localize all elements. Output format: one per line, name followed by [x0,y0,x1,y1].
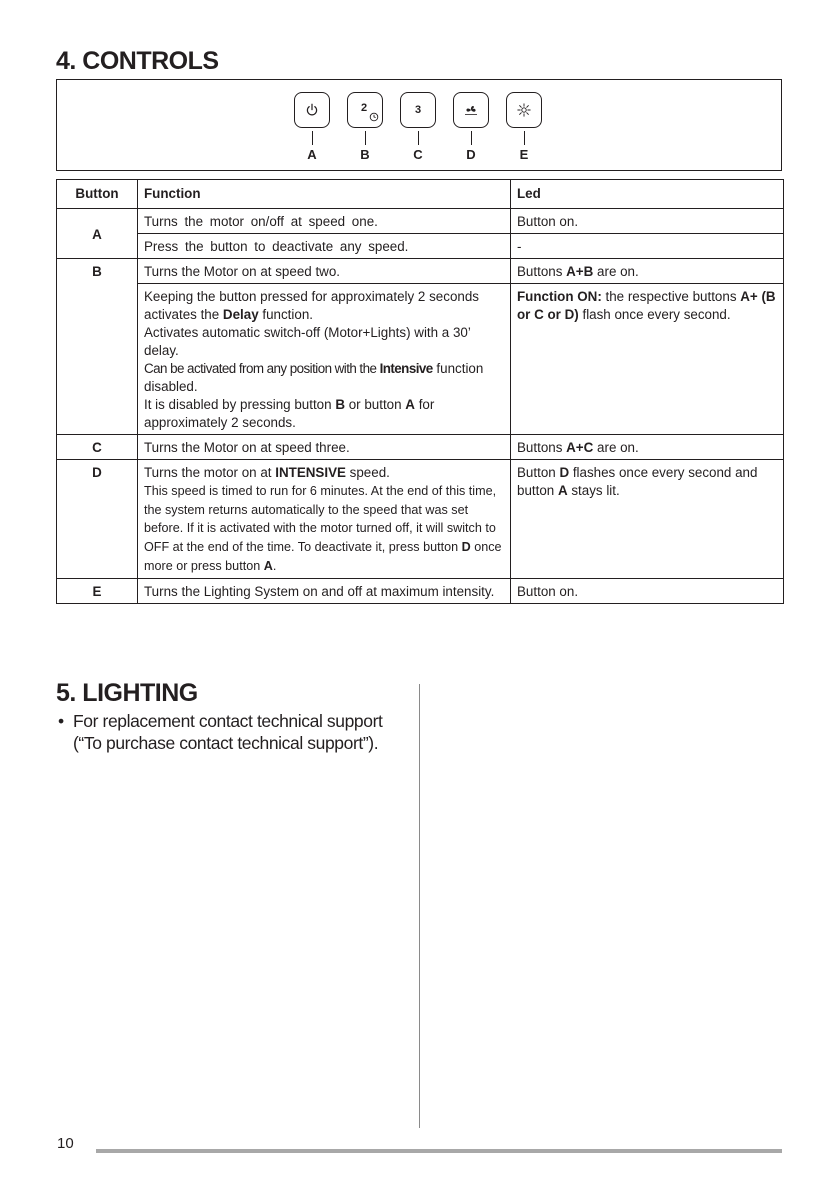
led-button-d: D [559,465,570,480]
row-led: Button on. [511,209,784,234]
callout-label-c: C [413,147,423,162]
footer-rule [96,1149,782,1153]
panel-button-e[interactable] [506,92,542,128]
callout-line-e [524,131,525,145]
row-function: Turns the Motor on at speed two. [138,259,511,284]
header-led: Led [511,180,784,209]
delay-line-4-mid: or button [344,397,406,412]
controls-section-title: 4. CONTROLS [56,47,219,75]
row-function: Press the button to deactivate any speed. [138,234,511,259]
table-row [57,460,784,579]
table-header-row [57,180,784,209]
intensive-line-1: Turns the motor on at [144,465,276,480]
callout-label-e: E [519,147,529,162]
panel-button-b[interactable] [347,92,383,128]
callout-line-c [418,131,419,145]
led-buttons: A+ (B or C or D) [517,289,776,322]
power-icon [305,103,319,117]
panel-control-b [347,92,383,172]
key-a: A [405,397,415,412]
delay-line-3-text: Can be activated from any position with the [144,361,380,376]
panel-button-c[interactable] [400,92,436,128]
table-row [57,209,784,234]
intensive-detail-end: . [272,558,277,573]
led-text: Button [517,465,560,480]
intensive-detail [144,484,502,573]
led-buttons: A+B [566,264,594,279]
panel-button-a[interactable] [294,92,330,128]
delay-line-3-end: function disabled. [144,361,484,394]
callout-label-a: A [307,147,317,162]
callout-label-d: D [466,147,476,162]
speed-three-label: 3 [414,104,422,116]
row-function [138,284,511,435]
callout-label-b: B [360,147,370,162]
callout-line-a [312,131,313,145]
light-icon [517,103,531,117]
row-led [511,435,784,460]
callout-line-b [365,131,366,145]
key-d: D [461,540,471,555]
panel-button-d[interactable] [453,92,489,128]
delay-line-4-end: for approximately 2 seconds. [144,397,435,430]
lighting-section-title: 5. LIGHTING [56,679,198,707]
panel-control-a [294,92,330,172]
delay-line-1: Keeping the button pressed for approximately 2 seconds activates the [144,289,479,322]
row-button-id: C [57,435,138,460]
page-number: 10 [57,1135,74,1152]
panel-control-c [400,92,436,172]
row-button-id: A [57,209,138,259]
delay-line-3 [144,361,433,376]
led-text: flashes once every second and button [517,465,758,498]
intensive-keyword: Intensive [379,361,433,376]
function-on-label: Function ON: [517,289,602,304]
row-function [138,460,511,579]
key-b: B [335,397,345,412]
row-function: Turns the Motor on at speed three. [138,435,511,460]
intensive-detail-mid: once more or press button [144,540,502,573]
column-divider [419,684,420,1128]
lighting-bullet-text: For replacement contact technical support (“To purchase contact technical support”). [73,711,383,753]
led-text: the respective buttons [601,289,741,304]
led-text: are on. [593,264,639,279]
row-led: - [511,234,784,259]
led-text: are on. [593,440,639,455]
timer-icon [369,112,379,122]
row-button-id: B [57,259,138,435]
delay-line-4: It is disabled by pressing button [144,397,336,412]
control-panel-diagram [56,79,782,171]
table-row [57,234,784,259]
row-button-id: E [57,578,138,603]
delay-line-2: Activates automatic switch-off (Motor+Lights) with a 30’ delay. [144,325,471,358]
led-text: flash once every second. [578,307,731,322]
panel-control-d [453,92,489,172]
led-text: stays lit. [567,483,620,498]
row-led [511,259,784,284]
intensive-line-1-end: speed. [345,465,390,480]
bullet-dot: • [58,711,64,731]
header-function: Function [138,180,511,209]
table-row [57,578,784,603]
row-led: Button on. [511,578,784,603]
table-row [57,284,784,435]
callout-line-d [471,131,472,145]
intensive-keyword: INTENSIVE [275,465,346,480]
intensive-fan-icon [464,104,478,116]
row-function: Turns the Lighting System on and off at maximum intensity. [138,578,511,603]
led-text: Buttons [517,440,567,455]
row-button-id: D [57,460,138,579]
panel-control-e [506,92,542,172]
table-row [57,435,784,460]
led-buttons: A+C [566,440,594,455]
speed-two-label: 2 [360,102,368,114]
delay-line-1-end: function. [258,307,313,322]
table-row [57,259,784,284]
row-function: Turns the motor on/off at speed one. [138,209,511,234]
led-button-a: A [557,483,568,498]
delay-keyword: Delay [222,307,259,322]
intensive-detail-text: This speed is timed to run for 6 minutes. At the end of this time, the system returns automatically to the speed that was set before. If it is activated with the motor turned off, it will switch to OFF at the end of the time. To deactivate it, press button [144,484,497,555]
led-text: Buttons [517,264,567,279]
lighting-bullet-item [58,710,410,754]
key-a: A [263,558,273,573]
row-led [511,460,784,579]
controls-table [56,179,784,604]
row-led [511,284,784,435]
header-button: Button [57,180,138,209]
